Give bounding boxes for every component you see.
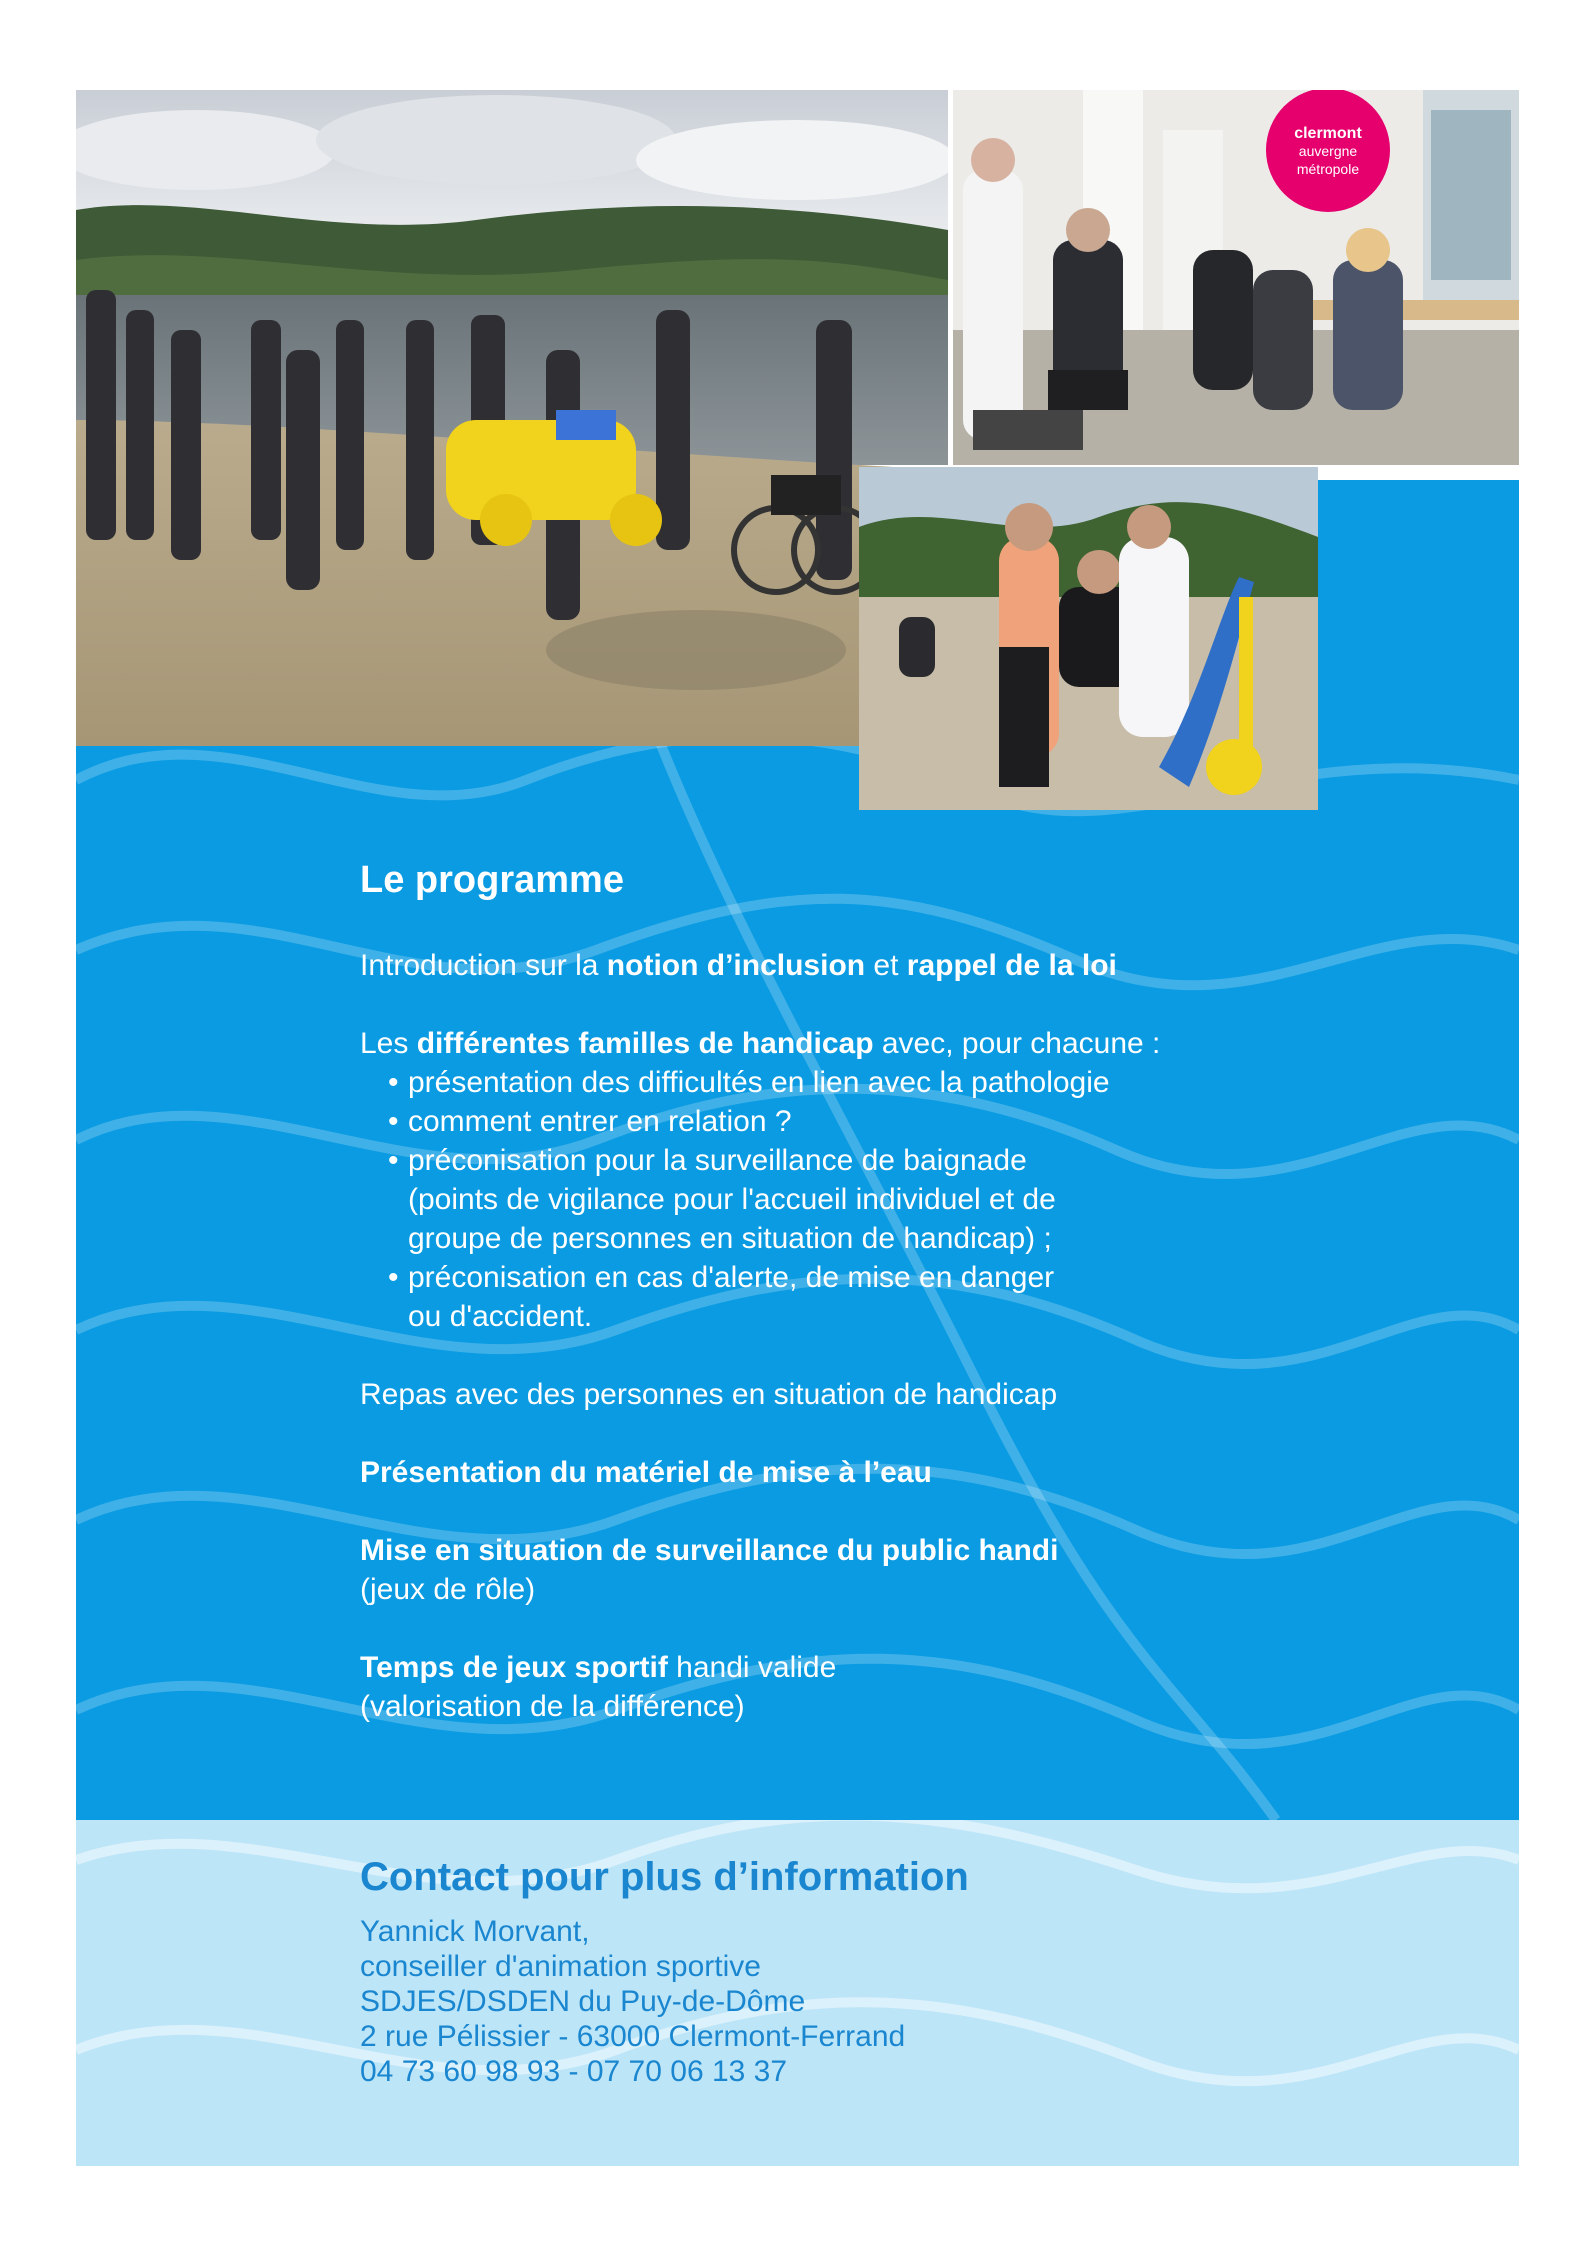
contact-name: Yannick Morvant,	[360, 1915, 590, 1948]
room-image	[953, 90, 1519, 465]
intro-bold-1: notion d’inclusion	[606, 948, 866, 982]
mise-situation-sub: (jeux de rôle)	[360, 1572, 536, 1606]
photo-beach-wheelchair	[859, 467, 1318, 810]
photo-training-room	[953, 90, 1519, 465]
mise-situation-bold: Mise en situation de surveillance du public handi	[360, 1533, 1059, 1567]
list-item: • préconisation pour la surveillance de baignade (points de vigilance pour l'accueil individuel et de groupe de personnes en situation de handicap) ;	[388, 1141, 1340, 1258]
intro-text-1: Introduction sur la	[360, 948, 607, 982]
sign-line-2: auvergne	[1298, 143, 1358, 159]
lake-image	[76, 90, 948, 746]
contact-section	[360, 1852, 1340, 2089]
intro-bold-2: rappel de la loi	[906, 948, 1117, 982]
list-item: • comment entrer en relation ?	[388, 1102, 1340, 1141]
chair-image	[859, 467, 1318, 810]
mise-situation-paragraph	[360, 1531, 1340, 1609]
familles-paragraph	[360, 1024, 1340, 1063]
contact-organisation: SDJES/DSDEN du Puy-de-Dôme	[360, 1985, 806, 2018]
contact-address: 2 rue Pélissier - 63000 Clermont-Ferrand	[360, 2020, 906, 2053]
programme-section	[360, 858, 1340, 1726]
temps-jeux-paragraph	[360, 1648, 1340, 1726]
handicap-bullet-list	[360, 1063, 1340, 1336]
familles-text-2: avec, pour chacune :	[873, 1026, 1161, 1060]
sign-line-3: métropole	[1296, 161, 1360, 177]
temps-jeux-sub: (valorisation de la différence)	[360, 1689, 745, 1723]
temps-jeux-text: handi valide	[667, 1650, 837, 1684]
repas-paragraph: Repas avec des personnes en situation de handicap	[360, 1377, 1058, 1411]
photo-lake-beach-group	[76, 90, 948, 746]
programme-title: Le programme	[360, 859, 624, 901]
intro-text-2: et	[865, 948, 907, 982]
familles-bold: différentes familles de handicap	[416, 1026, 874, 1060]
materiel-paragraph: Présentation du matériel de mise à l’eau	[360, 1455, 932, 1489]
temps-jeux-bold: Temps de jeux sportif	[360, 1650, 668, 1684]
contact-role: conseiller d'animation sportive	[360, 1950, 761, 1983]
list-item: • préconisation en cas d'alerte, de mise en danger ou d'accident.	[388, 1258, 1340, 1336]
contact-title: Contact pour plus d’information	[360, 1855, 969, 1899]
list-item: • présentation des difficultés en lien avec la pathologie	[388, 1063, 1340, 1102]
familles-text-1: Les	[360, 1026, 417, 1060]
contact-phone: 04 73 60 98 93 - 07 70 06 13 37	[360, 2055, 788, 2088]
intro-paragraph	[360, 946, 1340, 985]
sign-line-1: clermont	[1294, 125, 1362, 142]
